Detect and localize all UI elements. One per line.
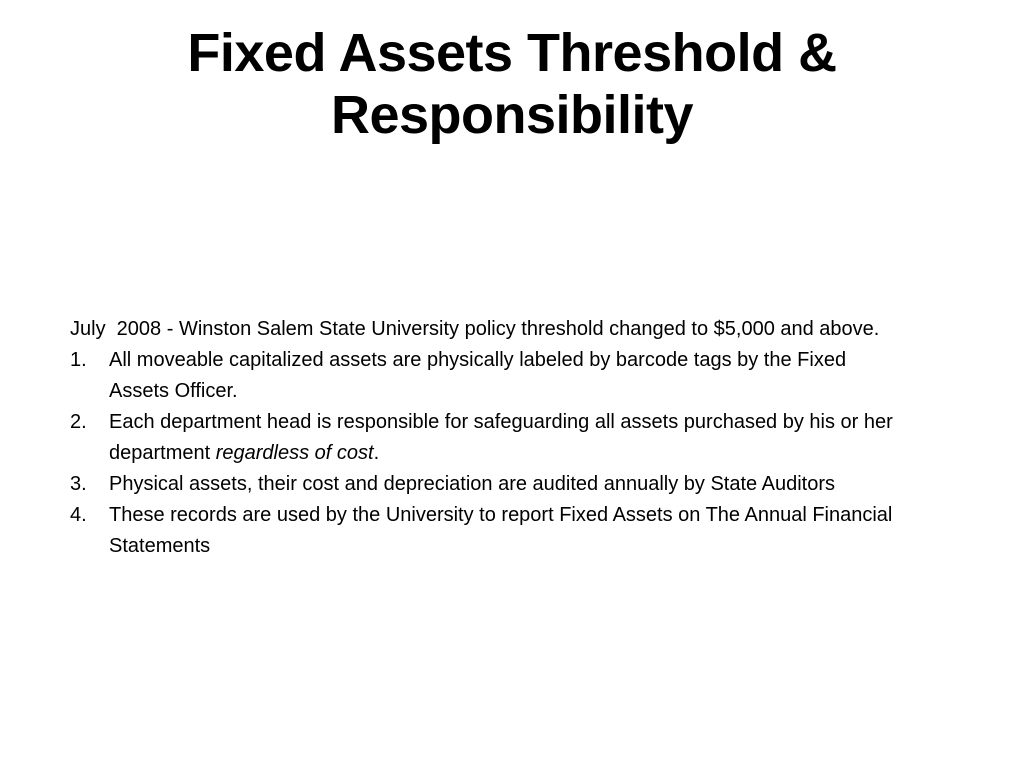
list-text-2-after: . [373,442,380,464]
intro-paragraph: July 2008 - Winston Salem State University policy threshold changed to $5,000 and above. [70,318,880,340]
list-text-2-italic: regardless of cost [215,442,374,464]
list-text-3: Physical assets, their cost and depreciation are audited annually by State Auditors [109,473,835,495]
list-item-3 [70,469,910,500]
list-item-1 [70,345,910,407]
list-text-1: All moveable capitalized assets are physically labeled by barcode tags by the Fixed Assets Officer. [109,349,847,402]
list-text-2-before: Each department head is responsible for safeguarding all assets purchased by his or her department [109,411,893,464]
list-item-2 [70,407,910,469]
list-number-4: 4. [70,504,87,526]
list-number-2: 2. [70,411,87,433]
list-number-3: 3. [70,473,87,495]
numbered-list [70,345,910,562]
slide-body [70,314,910,562]
list-text-4: These records are used by the University to report Fixed Assets on The Annual Financial Statements [109,504,893,557]
slide-title [60,22,964,146]
list-number-1: 1. [70,349,87,371]
slide-title-line-1: Fixed Assets Threshold & [187,23,837,83]
list-item-4 [70,500,910,562]
slide-title-line-2: Responsibility [330,85,694,145]
